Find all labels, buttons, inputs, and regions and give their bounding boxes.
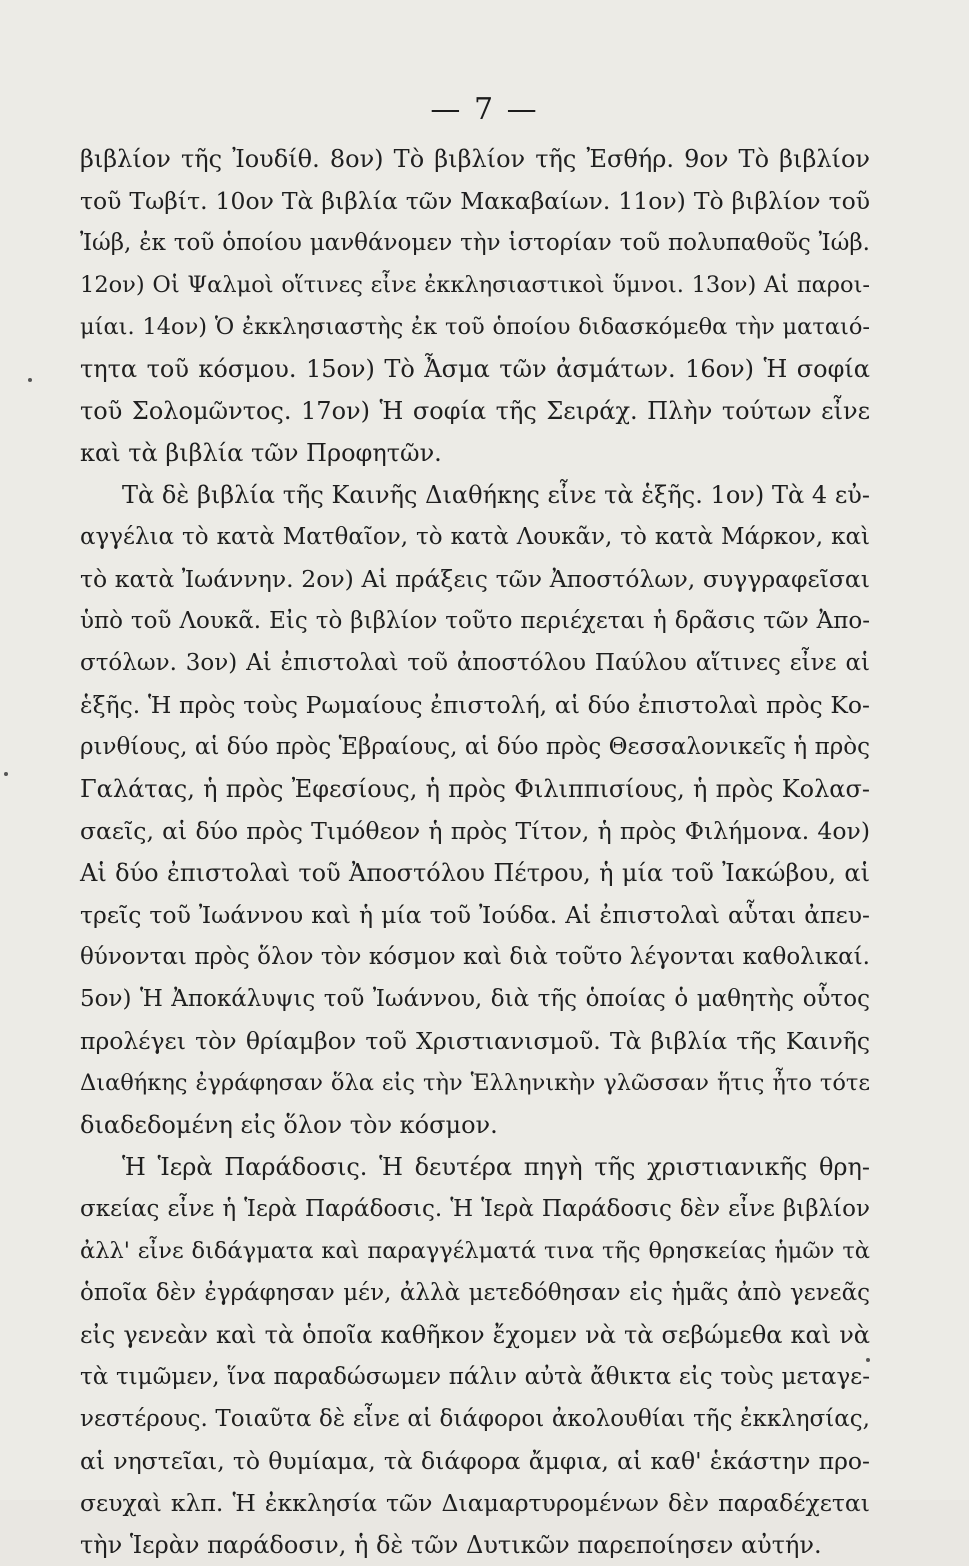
text-line: αἱ νηστεῖαι, τὸ θυμίαμα, τὰ διάφορα ἄμφια, αἱ καθ' ἑκάστην προ- xyxy=(80,1447,870,1475)
text-line: εἰς γενεὰν καὶ τὰ ὁποῖα καθῆκον ἔχομεν νὰ τὰ σεβώμεθα καὶ νὰ xyxy=(80,1321,870,1349)
text-line: 5ον) Ἡ Ἀποκάλυψις τοῦ Ἰωάννου, διὰ τῆς ὁποίας ὁ μαθητὴς οὗτος xyxy=(80,986,870,1012)
text-line: ἑξῆς. Ἡ πρὸς τοὺς Ρωμαίους ἐπιστολή, αἱ δύο ἐπιστολαὶ πρὸς Κο- xyxy=(80,691,870,719)
text-line: 12ον) Οἱ Ψαλμοὶ οἵτινες εἶνε ἐκκλησιαστικοὶ ὕμνοι. 13ον) Αἱ παροι- xyxy=(80,272,870,298)
paragraph-new-testament-books xyxy=(80,474,870,1146)
text-line: ὑπὸ τοῦ Λουκᾶ. Εἰς τὸ βιβλίον τοῦτο περιέχεται ἡ δρᾶσις τῶν Ἀπο- xyxy=(80,608,870,634)
text-line: Γαλάτας, ἡ πρὸς Ἐφεσίους, ἡ πρὸς Φιλιππισίους, ἡ πρὸς Κολασ- xyxy=(80,775,870,803)
text-line: τοῦ Σολομῶντος. 17ον) Ἡ σοφία τῆς Σειράχ. Πλὴν τούτων εἶνε xyxy=(80,397,870,425)
text-line: Ἡ Ἱερὰ Παράδοσις. Ἡ δευτέρα πηγὴ τῆς χριστιανικῆς θρη- xyxy=(122,1153,870,1181)
text-line: τρεῖς τοῦ Ἰωάννου καὶ ἡ μία τοῦ Ἰούδα. Αἱ ἐπιστολαὶ αὗται ἀπευ- xyxy=(80,901,870,929)
body-text xyxy=(80,138,870,1566)
text-line: ἀλλ' εἶνε διδάγματα καὶ παραγγέλματά τινα τῆς θρησκείας ἡμῶν τὰ xyxy=(80,1238,870,1264)
text-line: προλέγει τὸν θρίαμβον τοῦ Χριστιανισμοῦ. Τὰ βιβλία τῆς Καινῆς xyxy=(80,1027,870,1055)
text-line: σαεῖς, αἱ δύο πρὸς Τιμόθεον ἡ πρὸς Τίτον, ἡ πρὸς Φιλήμονα. 4ον) xyxy=(80,817,870,845)
text-line: αγγέλια τὸ κατὰ Ματθαῖον, τὸ κατὰ Λουκᾶν, τὸ κατὰ Μάρκον, καὶ xyxy=(80,524,870,550)
page-number: — 7 — xyxy=(430,92,539,127)
text-line: στόλων. 3ον) Αἱ ἐπιστολαὶ τοῦ ἀποστόλου Παύλου αἵτινες εἶνε αἱ xyxy=(80,650,870,676)
text-line: θύνονται πρὸς ὅλον τὸν κόσμον καὶ διὰ τοῦτο λέγονται καθολικαί. xyxy=(80,944,870,970)
paragraph-holy-tradition xyxy=(80,1146,870,1566)
text-line: Τὰ δὲ βιβλία τῆς Καινῆς Διαθήκης εἶνε τὰ ἑξῆς. 1ον) Τὰ 4 εὐ- xyxy=(122,481,870,509)
text-line: Αἱ δύο ἐπιστολαὶ τοῦ Ἀποστόλου Πέτρου, ἡ μία τοῦ Ἰακώβου, αἱ xyxy=(80,859,870,887)
margin-mark-left-lower xyxy=(4,772,8,776)
text-line: ρινθίους, αἱ δύο πρὸς Ἑβραίους, αἱ δύο πρὸς Θεσσαλονικεῖς ἡ πρὸς xyxy=(80,734,870,760)
text-line: τὸ κατὰ Ἰωάννην. 2ον) Αἱ πράξεις τῶν Ἀποστόλων, συγγραφεῖσαι xyxy=(80,565,870,593)
text-line: Ἰώβ, ἐκ τοῦ ὁποίου μανθάνομεν τὴν ἱστορίαν τοῦ πολυπαθοῦς Ἰώβ. xyxy=(80,230,870,256)
text-line: μίαι. 14ον) Ὁ ἐκκλησιαστὴς ἐκ τοῦ ὁποίου διδασκόμεθα τὴν ματαιό- xyxy=(80,314,870,340)
margin-mark-right xyxy=(866,1358,870,1362)
text-line: τὴν Ἱερὰν παράδοσιν, ἡ δὲ τῶν Δυτικῶν παρεποίησεν αὐτήν. xyxy=(80,1531,822,1559)
text-line: τοῦ Τωβίτ. 10ον Τὰ βιβλία τῶν Μακαβαίων. 11ον) Τὸ βιβλίον τοῦ xyxy=(80,187,870,215)
text-line: καὶ τὰ βιβλία τῶν Προφητῶν. xyxy=(80,439,442,467)
text-line: βιβλίον τῆς Ἰουδίθ. 8ον) Τὸ βιβλίον τῆς Ἐσθήρ. 9ον Τὸ βιβλίον xyxy=(80,145,870,173)
margin-mark-left-upper xyxy=(28,378,32,382)
paragraph-old-testament-books xyxy=(80,138,870,474)
text-line: νεστέρους. Τοιαῦτα δὲ εἶνε αἱ διάφοροι ἀκολουθίαι τῆς ἐκκλησίας, xyxy=(80,1406,870,1432)
text-line: σευχαὶ κλπ. Ἡ ἐκκλησία τῶν Διαμαρτυρομένων δὲν παραδέχεται xyxy=(80,1489,870,1517)
text-line: σκείας εἶνε ἡ Ἱερὰ Παράδοσις. Ἡ Ἱερὰ Παράδοσις δὲν εἶνε βιβλίον xyxy=(80,1196,870,1222)
text-line: ὁποῖα δὲν ἐγράφησαν μέν, ἀλλὰ μετεδόθησαν εἰς ἡμᾶς ἀπὸ γενεᾶς xyxy=(80,1280,870,1306)
text-line: τὰ τιμῶμεν, ἵνα παραδώσωμεν πάλιν αὐτὰ ἄθικτα εἰς τοὺς μεταγε- xyxy=(80,1364,870,1390)
text-line: Διαθήκης ἐγράφησαν ὅλα εἰς τὴν Ἑλληνικὴν γλῶσσαν ἥτις ἦτο τότε xyxy=(80,1070,870,1096)
text-line: διαδεδομένη εἰς ὅλον τὸν κόσμον. xyxy=(80,1111,498,1139)
text-line: τητα τοῦ κόσμου. 15ον) Τὸ Ἆσμα τῶν ἀσμάτων. 16ον) Ἡ σοφία xyxy=(80,355,870,383)
